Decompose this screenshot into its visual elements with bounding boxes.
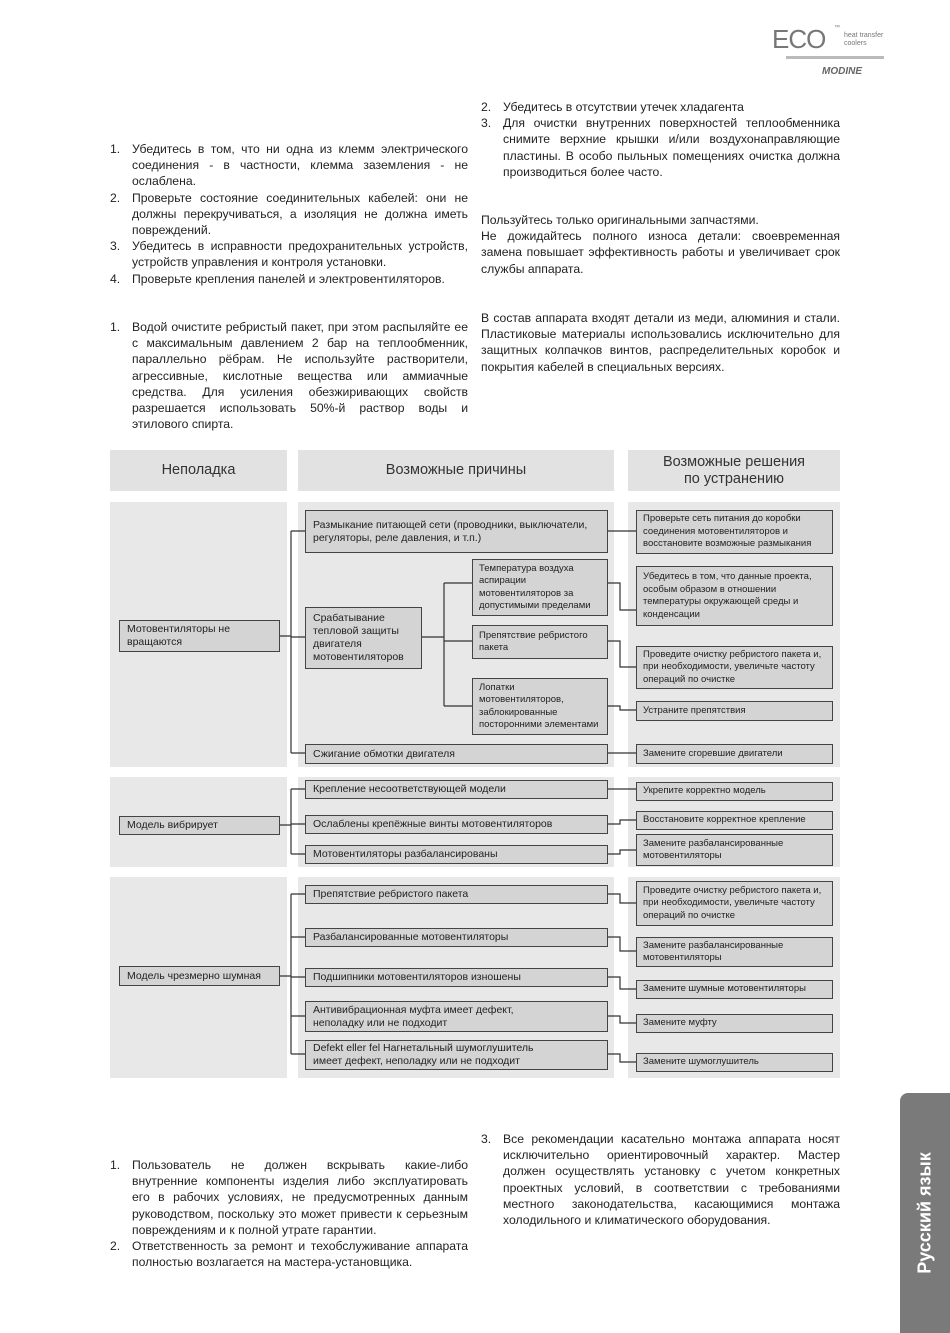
item-number: 3.: [481, 116, 492, 131]
cause-box: Срабатывание тепловой защиты двигателя мотовентиляторов: [305, 607, 422, 669]
problem-box: Модель чрезмерно шумная: [119, 966, 280, 986]
item-text: Проверьте крепления панелей и электровентиляторов.: [132, 271, 445, 286]
item-text: Проверьте состояние соединительных кабелей: они не должны перекручиваться, а изоляция не должна иметь повреждений.: [132, 190, 468, 238]
header-causes: Возможные причины: [298, 450, 614, 491]
solution-box: Укрепите корректно модель: [636, 782, 833, 801]
cause-box: Разбалансированные мотовентиляторы: [305, 928, 608, 947]
list-item: [481, 1131, 840, 1228]
solution-box: Замените разбалансированные мотовентиляторы: [636, 834, 833, 866]
cause-box: Ослаблены крепёжные винты мотовентиляторов: [305, 815, 608, 834]
header-solutions: Возможные решения по устранению: [628, 450, 840, 491]
item-number: 2.: [481, 100, 492, 114]
solution-box: Замените шумные мотовентиляторы: [636, 980, 833, 999]
item-text: Для очистки внутренних поверхностей теплообменника снимите верхние крышки и/или воздухонаправляющие пластины. В особо пыльных помещениях очистка должна производиться более часто.: [503, 116, 840, 179]
spare-parts-line-2: Не дожидайтесь полного износа детали: своевременная замена повышает эффективность работы и увеличивает срок службы аппарата.: [481, 229, 840, 276]
solution-box: Замените разбалансированные мотовентиляторы: [636, 937, 833, 967]
item-number: 4.: [110, 271, 121, 286]
item-text: Убедитесь в исправности предохранительных устройств, устройств управления и контроля установки.: [132, 239, 468, 270]
logo-eco: ECO: [772, 24, 826, 54]
sub-cause-box: Температура воздуха аспирации мотовентиляторов за допустимыми пределами: [472, 559, 608, 616]
item-number: 1.: [110, 142, 121, 156]
problem-box: Мотовентиляторы не вращаются: [119, 620, 280, 652]
item-text: Убедитесь в том, что ни одна из клемм электрического соединения - в частности, клемма заземления - не ослаблена.: [132, 142, 468, 189]
item-number: 3.: [110, 239, 121, 254]
item-text: Все рекомендации касательно монтажа аппарата носят исключительно ориентировочный характер. Мастер должен осуществлять установку с учетом конкретных проектных условий, в соответствии с требованиями местного законодательства, касающимися монтажа холодильного и климатического оборудования.: [503, 1132, 840, 1228]
cause-box: Мотовентиляторы разбалансированы: [305, 845, 608, 864]
header-problem: Неполадка: [110, 450, 287, 491]
problem-box: Модель вибрирует: [119, 816, 280, 835]
cause-box: Подшипники мотовентиляторов изношены: [305, 968, 608, 987]
solution-box: Проверьте сеть питания до коробки соединения мотовентиляторов и восстановите возможные размыкания: [636, 510, 833, 554]
language-tab-label: Русский язык: [914, 1152, 935, 1274]
solution-box: Замените шумоглушитель: [636, 1053, 833, 1072]
warranty-list: [110, 1157, 468, 1270]
warranty-list-continued: [481, 1131, 840, 1228]
logo-tagline-1: heat transfer: [844, 32, 884, 39]
item-text: Пользователь не должен вскрывать какие-либо внутренние компоненты изделия либо эксплуатировать его в рабочих условиях, не предусмотренных данным руководством, поскольку это может привести к серьезным повреждениям и к полной утрате гарантии.: [132, 1158, 468, 1237]
solution-box: Устраните препятствия: [636, 701, 833, 721]
solution-box: Замените муфту: [636, 1014, 833, 1033]
materials-text: В состав аппарата входят детали из меди, алюминия и стали. Пластиковые материалы использовались исключительно для защитных колпачков винтов, распределительных коробок и покрытия кабелей в специальных версиях.: [481, 311, 840, 374]
cause-box: Сжигание обмотки двигателя: [305, 744, 608, 764]
solution-box: Замените сгоревшие двигатели: [636, 744, 833, 764]
logo-tagline-2: coolers: [844, 40, 867, 47]
item-text: Водой очистите ребристый пакет, при этом распыляйте ее с максимальным давлением 2 бар на теплообменник, параллельно рёбрам. Не используйте растворители, агрессивные, кислотные вещества или аммиачные средства. Для усиления обезжиривающих свойств разрешается использовать 50%-й раствор воды и этилового спирта.: [132, 320, 468, 432]
item-number: 1.: [110, 1158, 121, 1172]
cause-box: Defekt eller fel Нагнетальный шумоглушитель имеет дефект, неполадку или не подходит: [305, 1040, 608, 1070]
language-tab: [900, 1093, 950, 1333]
spare-parts-line-1: Пользуйтесь только оригинальными запчастями.: [481, 213, 759, 227]
item-number: 2.: [110, 1239, 121, 1254]
solution-box: Убедитесь в том, что данные проекта, особым образом в отношении температуры окружающей среды и конденсации: [636, 566, 833, 626]
list-item: [110, 1238, 468, 1270]
item-text: Убедитесь в отсутствии утечек хладагента: [503, 100, 744, 114]
cause-box: Крепление несоответствующей модели: [305, 780, 608, 799]
item-number: 3.: [481, 1132, 492, 1146]
item-text: Ответственность за ремонт и техобслуживание аппарата полностью возлагается на мастера-установщика.: [132, 1239, 468, 1270]
item-number: 1.: [110, 320, 121, 334]
solution-box: Восстановите корректное крепление: [636, 811, 833, 830]
solution-box: Проведите очистку ребристого пакета и, при необходимости, увеличьте частоту операций по очистке: [636, 881, 833, 926]
sub-cause-box: Лопатки мотовентиляторов, заблокированные посторонними элементами: [472, 678, 608, 735]
cause-box: Антивибрационная муфта имеет дефект, неполадку или не подходит: [305, 1001, 608, 1032]
cause-box: Препятствие ребристого пакета: [305, 885, 608, 904]
list-item: [110, 1157, 468, 1238]
solution-box: Проведите очистку ребристого пакета и, при необходимости, увеличьте частоту операций по очистке: [636, 646, 833, 689]
cause-box: Размыкание питающей сети (проводники, выключатели, регуляторы, реле давления, и т.п.): [305, 510, 608, 553]
logo-tm: ™: [834, 25, 840, 31]
item-number: 2.: [110, 190, 121, 205]
logo-modine: MODINE: [822, 66, 862, 77]
sub-cause-box: Препятствие ребристого пакета: [472, 625, 608, 659]
